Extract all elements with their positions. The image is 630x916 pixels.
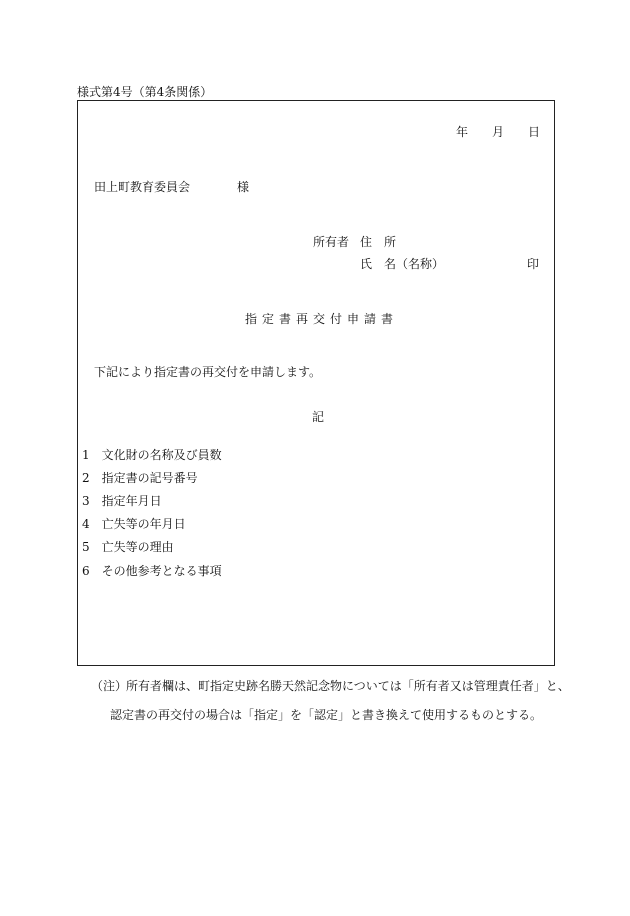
list-item: [82, 564, 222, 578]
item-text: その他参考となる事項: [101, 564, 222, 578]
item-text: 亡失等の年月日: [101, 517, 186, 531]
list-item: [82, 517, 186, 531]
item-text: 指定年月日: [101, 494, 162, 508]
item-text: 指定書の記号番号: [101, 471, 198, 485]
note-line-2: 認定書の再交付の場合は「指定」を「認定」と書き換えて使用するものとする。: [110, 708, 543, 722]
owner-label: 所有者: [313, 235, 350, 249]
address-label: 住 所: [360, 235, 397, 249]
list-item: [82, 471, 198, 485]
list-item: [82, 494, 162, 508]
date-month: 月: [492, 125, 505, 139]
date-day: 日: [528, 125, 541, 139]
list-item: [82, 448, 222, 462]
item-number: 6: [82, 564, 90, 578]
request-statement: 下記により指定書の再交付を申請します。: [94, 365, 322, 379]
item-number: 1: [82, 448, 90, 462]
note-line-1: 所有者欄は、町指定史跡名勝天然記念物については「所有者又は管理責任者」と、: [126, 679, 570, 693]
ki-heading: 記: [312, 410, 325, 424]
item-number: 3: [82, 494, 90, 508]
form-number: 様式第4号（第4条関係）: [77, 85, 213, 99]
name-label: 氏 名（名称）: [360, 257, 445, 271]
seal-mark: 印: [527, 257, 540, 271]
item-text: 亡失等の理由: [101, 540, 174, 554]
item-number: 5: [82, 540, 90, 554]
addressee-name: 田上町教育委員会: [94, 180, 191, 194]
addressee-honorific: 様: [237, 180, 250, 194]
note-mark: （注）: [91, 679, 128, 693]
list-item: [82, 540, 174, 554]
item-number: 4: [82, 517, 90, 531]
document-title: 指定書再交付申請書: [245, 312, 399, 326]
item-number: 2: [82, 471, 90, 485]
item-text: 文化財の名称及び員数: [101, 448, 222, 462]
date-year: 年: [456, 125, 469, 139]
